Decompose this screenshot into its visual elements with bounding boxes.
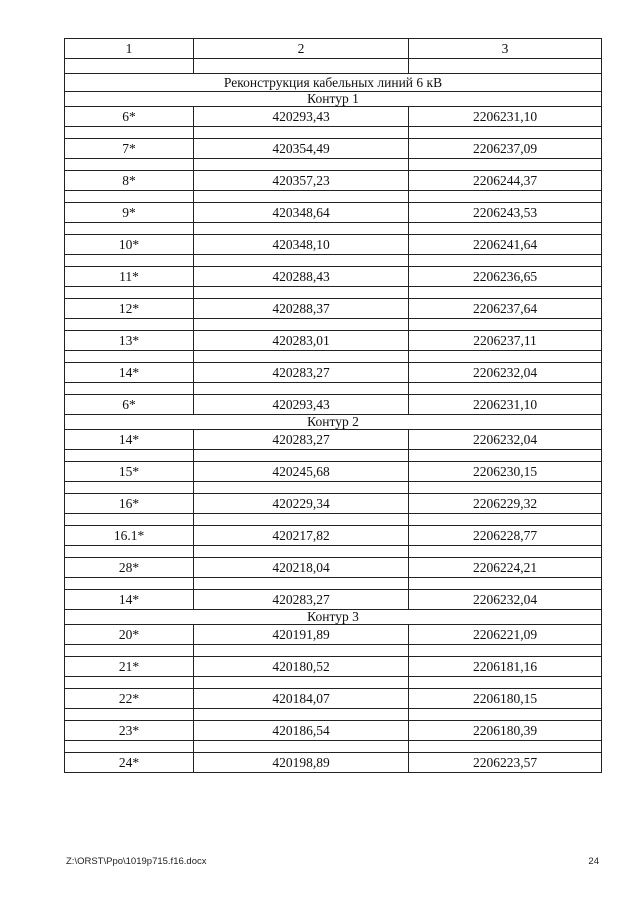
x-coordinate-cell: 420184,07 <box>194 689 409 709</box>
table-row <box>65 494 602 514</box>
header-col-3: 3 <box>409 39 602 59</box>
y-coordinate-cell: 2206237,11 <box>409 331 602 351</box>
y-coordinate-cell: 2206180,15 <box>409 689 602 709</box>
point-number-cell: 12* <box>65 299 194 319</box>
point-number-cell: 22* <box>65 689 194 709</box>
x-coordinate-cell: 420288,43 <box>194 267 409 287</box>
x-coordinate-cell: 420354,49 <box>194 139 409 159</box>
contour-title-row <box>65 415 602 430</box>
section-title: Реконструкция кабельных линий 6 кВ <box>65 74 602 92</box>
point-number-cell: 21* <box>65 657 194 677</box>
y-coordinate-cell: 2206224,21 <box>409 558 602 578</box>
table-row <box>65 331 602 351</box>
x-coordinate-cell: 420191,89 <box>194 625 409 645</box>
x-coordinate-cell: 420186,54 <box>194 721 409 741</box>
header-row <box>65 39 602 59</box>
point-number-cell: 6* <box>65 395 194 415</box>
table-row <box>65 558 602 578</box>
y-coordinate-cell: 2206229,32 <box>409 494 602 514</box>
y-coordinate-cell: 2206232,04 <box>409 363 602 383</box>
point-number-cell: 14* <box>65 363 194 383</box>
table-row <box>65 235 602 255</box>
spacer-row <box>65 709 602 721</box>
point-number-cell: 16* <box>65 494 194 514</box>
table-row <box>65 107 602 127</box>
y-coordinate-cell: 2206232,04 <box>409 430 602 450</box>
spacer-row <box>65 351 602 363</box>
point-number-cell: 15* <box>65 462 194 482</box>
header-col-2: 2 <box>194 39 409 59</box>
x-coordinate-cell: 420283,27 <box>194 363 409 383</box>
table-row <box>65 625 602 645</box>
spacer-row <box>65 223 602 235</box>
table-row <box>65 526 602 546</box>
spacer-row <box>65 383 602 395</box>
spacer-row <box>65 159 602 171</box>
spacer-row <box>65 127 602 139</box>
header-col-1: 1 <box>65 39 194 59</box>
spacer-row <box>65 741 602 753</box>
point-number-cell: 28* <box>65 558 194 578</box>
y-coordinate-cell: 2206237,64 <box>409 299 602 319</box>
spacer-row <box>65 578 602 590</box>
spacer-row <box>65 514 602 526</box>
x-coordinate-cell: 420288,37 <box>194 299 409 319</box>
y-coordinate-cell: 2206232,04 <box>409 590 602 610</box>
point-number-cell: 9* <box>65 203 194 223</box>
y-coordinate-cell: 2206241,64 <box>409 235 602 255</box>
x-coordinate-cell: 420293,43 <box>194 395 409 415</box>
spacer-row <box>65 450 602 462</box>
x-coordinate-cell: 420293,43 <box>194 107 409 127</box>
spacer-row <box>65 255 602 267</box>
contour-title-row <box>65 92 602 107</box>
point-number-cell: 11* <box>65 267 194 287</box>
y-coordinate-cell: 2206228,77 <box>409 526 602 546</box>
x-coordinate-cell: 420348,64 <box>194 203 409 223</box>
y-coordinate-cell: 2206243,53 <box>409 203 602 223</box>
x-coordinate-cell: 420180,52 <box>194 657 409 677</box>
y-coordinate-cell: 2206181,16 <box>409 657 602 677</box>
y-coordinate-cell: 2206231,10 <box>409 395 602 415</box>
table-row <box>65 721 602 741</box>
table-row <box>65 689 602 709</box>
footer-file-path: Z:\ORST\Ppo\1019p715.f16.docx <box>66 856 207 867</box>
point-number-cell: 14* <box>65 430 194 450</box>
table-row <box>65 363 602 383</box>
x-coordinate-cell: 420348,10 <box>194 235 409 255</box>
table-row <box>65 299 602 319</box>
spacer-row <box>65 677 602 689</box>
table-row <box>65 657 602 677</box>
y-coordinate-cell: 2206180,39 <box>409 721 602 741</box>
x-coordinate-cell: 420283,27 <box>194 430 409 450</box>
point-number-cell: 6* <box>65 107 194 127</box>
point-number-cell: 13* <box>65 331 194 351</box>
point-number-cell: 23* <box>65 721 194 741</box>
x-coordinate-cell: 420283,27 <box>194 590 409 610</box>
y-coordinate-cell: 2206236,65 <box>409 267 602 287</box>
table-row <box>65 430 602 450</box>
spacer-row <box>65 319 602 331</box>
spacer-row <box>65 59 602 74</box>
y-coordinate-cell: 2206230,15 <box>409 462 602 482</box>
y-coordinate-cell: 2206237,09 <box>409 139 602 159</box>
footer-page-number: 24 <box>588 856 599 867</box>
spacer-row <box>65 287 602 299</box>
x-coordinate-cell: 420229,34 <box>194 494 409 514</box>
point-number-cell: 14* <box>65 590 194 610</box>
point-number-cell: 10* <box>65 235 194 255</box>
table-row <box>65 753 602 773</box>
y-coordinate-cell: 2206223,57 <box>409 753 602 773</box>
table-row <box>65 395 602 415</box>
point-number-cell: 24* <box>65 753 194 773</box>
table-row <box>65 267 602 287</box>
x-coordinate-cell: 420217,82 <box>194 526 409 546</box>
spacer-row <box>65 546 602 558</box>
point-number-cell: 20* <box>65 625 194 645</box>
table-row <box>65 171 602 191</box>
spacer-row <box>65 482 602 494</box>
x-coordinate-cell: 420218,04 <box>194 558 409 578</box>
spacer-row <box>65 645 602 657</box>
coordinates-table <box>64 38 602 773</box>
table-row <box>65 203 602 223</box>
coordinates-table-body <box>65 39 602 773</box>
contour-title-row <box>65 610 602 625</box>
contour-title: Контур 1 <box>65 92 602 107</box>
contour-title: Контур 2 <box>65 415 602 430</box>
section-title-row <box>65 74 602 92</box>
y-coordinate-cell: 2206231,10 <box>409 107 602 127</box>
x-coordinate-cell: 420283,01 <box>194 331 409 351</box>
table-row <box>65 462 602 482</box>
spacer-row <box>65 191 602 203</box>
contour-title: Контур 3 <box>65 610 602 625</box>
y-coordinate-cell: 2206221,09 <box>409 625 602 645</box>
table-row <box>65 590 602 610</box>
point-number-cell: 16.1* <box>65 526 194 546</box>
y-coordinate-cell: 2206244,37 <box>409 171 602 191</box>
point-number-cell: 8* <box>65 171 194 191</box>
x-coordinate-cell: 420198,89 <box>194 753 409 773</box>
x-coordinate-cell: 420357,23 <box>194 171 409 191</box>
point-number-cell: 7* <box>65 139 194 159</box>
x-coordinate-cell: 420245,68 <box>194 462 409 482</box>
table-row <box>65 139 602 159</box>
